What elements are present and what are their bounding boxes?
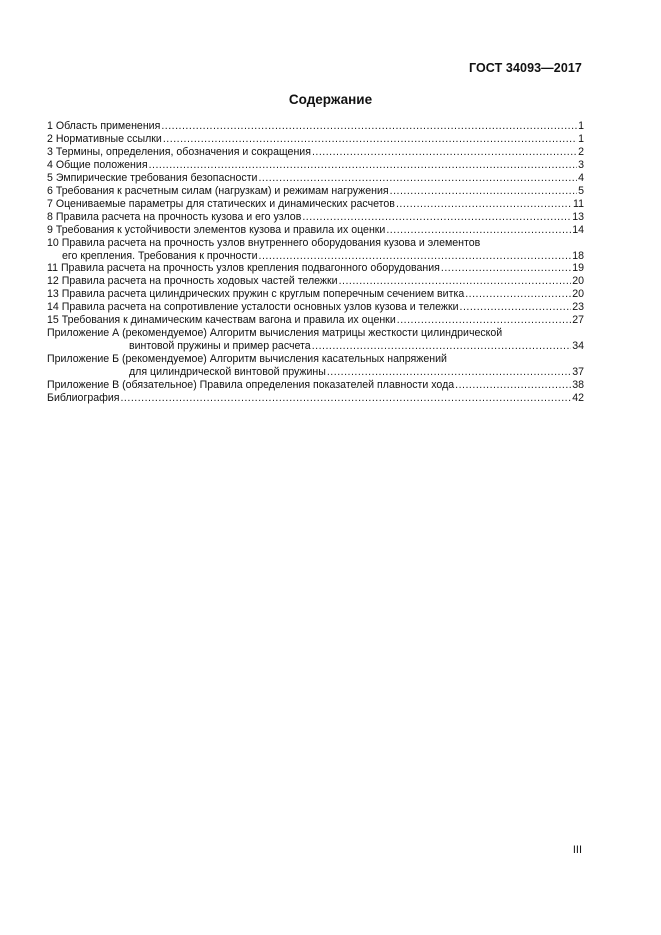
toc-leader-dots xyxy=(312,340,572,353)
toc-leader-dots xyxy=(339,275,572,288)
toc-entry-page: 34 xyxy=(572,340,584,353)
toc-entry[interactable] xyxy=(47,353,584,366)
toc-entry-page: 13 xyxy=(572,210,584,223)
toc-entry-page: 4 xyxy=(578,171,584,184)
toc-leader-dots xyxy=(465,288,571,301)
toc-entry-page: 19 xyxy=(572,262,584,275)
toc-entry[interactable] xyxy=(47,172,584,185)
toc-leader-dots xyxy=(258,172,577,185)
toc-entry-text: 11 Правила расчета на прочность узлов крепления подвагонного оборудования xyxy=(47,262,440,275)
toc-entry[interactable] xyxy=(47,198,584,211)
toc-entry[interactable] xyxy=(47,159,584,172)
toc-leader-dots xyxy=(441,262,571,275)
toc-leader-dots xyxy=(327,366,571,379)
toc-entry-text: винтовой пружины и пример расчета xyxy=(129,340,311,353)
toc-entry-page: 11 xyxy=(573,197,584,210)
toc-entry-page: 23 xyxy=(572,301,584,314)
toc-entry-page: 5 xyxy=(578,184,584,197)
toc-entry-text: 4 Общие положения xyxy=(47,158,148,171)
toc-entry[interactable] xyxy=(47,392,584,405)
toc-entry-page: 37 xyxy=(572,366,584,379)
toc-entry-text: 6 Требования к расчетным силам (нагрузкам) и режимам нагружения xyxy=(47,184,389,197)
toc-leader-dots xyxy=(161,120,577,133)
toc-entry-text: Библиография xyxy=(47,392,120,405)
toc-leader-dots xyxy=(302,211,571,224)
toc-entry-text: 2 Нормативные ссылки xyxy=(47,132,162,145)
toc-title: Содержание xyxy=(288,92,373,107)
toc-leader-dots xyxy=(396,198,572,211)
toc-entry-text: 3 Термины, определения, обозначения и сокращения xyxy=(47,145,311,158)
toc-entry-text: 10 Правила расчета на прочность узлов внутреннего оборудования кузова и элементов xyxy=(47,236,481,249)
toc-entry[interactable] xyxy=(47,314,584,327)
toc-entry[interactable] xyxy=(47,275,584,288)
toc-entry-text: 15 Требования к динамическим качествам вагона и правила их оценки xyxy=(47,314,396,327)
toc-entry[interactable] xyxy=(47,262,584,275)
toc-entry-text: Приложение А (рекомендуемое) Алгоритм вычисления матрицы жесткости цилиндрической xyxy=(47,327,503,340)
toc-entry-text: Приложение В (обязательное) Правила определения показателей плавности хода xyxy=(47,379,455,392)
toc-entry-page: 1 xyxy=(578,120,584,132)
toc-entry[interactable] xyxy=(47,211,584,224)
toc-entry-text: 8 Правила расчета на прочность кузова и его узлов xyxy=(47,210,302,223)
toc-entry[interactable] xyxy=(47,185,584,198)
toc-entry-page: 42 xyxy=(572,392,584,405)
toc-entry-continuation[interactable] xyxy=(47,366,584,379)
toc-entry-page: 20 xyxy=(572,275,584,288)
toc-entry-text: его крепления. Требования к прочности xyxy=(62,249,258,262)
toc-entry[interactable] xyxy=(47,327,584,340)
toc-entry-page: 27 xyxy=(572,314,584,327)
toc-entry-page: 14 xyxy=(572,223,584,236)
table-of-contents xyxy=(47,120,584,405)
toc-entry-text: 9 Требования к устойчивости элементов кузова и правила их оценки xyxy=(47,223,386,236)
toc-entry-text: для цилиндрической винтовой пружины xyxy=(129,366,326,379)
toc-entry-continuation[interactable] xyxy=(47,250,584,263)
toc-entry[interactable] xyxy=(47,120,584,133)
toc-entry-text: 13 Правила расчета цилиндрических пружин с круглым поперечным сечением витка xyxy=(47,288,465,301)
toc-entry-page: 18 xyxy=(572,249,584,262)
toc-entry-page: 3 xyxy=(578,158,584,171)
toc-entry[interactable] xyxy=(47,288,584,301)
toc-leader-dots xyxy=(460,301,572,314)
toc-entry-text: 14 Правила расчета на сопротивление усталости основных узлов кузова и тележки xyxy=(47,301,459,314)
toc-entry-page: 2 xyxy=(578,145,584,158)
page-number: III xyxy=(572,844,582,856)
toc-leader-dots xyxy=(397,314,571,327)
toc-entry[interactable] xyxy=(47,237,584,250)
toc-leader-dots xyxy=(386,224,571,237)
toc-entry-text: 1 Область применения xyxy=(47,120,161,132)
toc-entry-text: 5 Эмпирические требования безопасности xyxy=(47,171,258,184)
toc-entry-page: 38 xyxy=(572,379,584,392)
toc-leader-dots xyxy=(312,146,577,159)
document-code: ГОСТ 34093—2017 xyxy=(468,61,582,75)
toc-leader-dots xyxy=(120,392,571,405)
toc-entry-text: Приложение Б (рекомендуемое) Алгоритм вычисления касательных напряжений xyxy=(47,353,447,366)
toc-leader-dots xyxy=(455,379,571,392)
toc-entry-text: 7 Оцениваемые параметры для статических и динамических расчетов xyxy=(47,197,395,210)
toc-entry-page: 20 xyxy=(572,288,584,301)
toc-entry-text: 12 Правила расчета на прочность ходовых частей тележки xyxy=(47,275,338,288)
toc-leader-dots xyxy=(390,185,577,198)
toc-entry[interactable] xyxy=(47,224,584,237)
toc-entry[interactable] xyxy=(47,133,584,146)
toc-entry[interactable] xyxy=(47,301,584,314)
toc-entry[interactable] xyxy=(47,379,584,392)
toc-entry-continuation[interactable] xyxy=(47,340,584,353)
toc-entry[interactable] xyxy=(47,146,584,159)
toc-entry-page: 1 xyxy=(578,132,584,145)
toc-leader-dots xyxy=(259,250,572,263)
toc-leader-dots xyxy=(149,159,578,172)
toc-leader-dots xyxy=(163,133,577,146)
